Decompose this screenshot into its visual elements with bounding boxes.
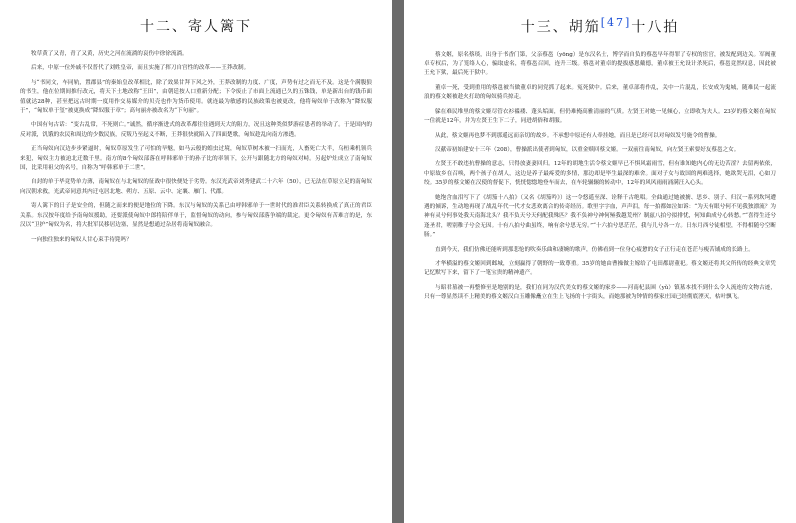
paragraph: 后来，中原一位外戚不仅普代了刘姓皇帝，而且实施了挥刀自宫性的改革——王莽改制。: [31, 65, 250, 72]
paragraph: 与昭君墓被一再整修至是地别的是，我们在同为汉代美女的蔡文姬的家乡——河南杞县圉（yǔ）镇墓本找不到什么令人流连的文物古迹，只有一尊显然读不上精美的蔡文姬汉白玉雕像矗立在生上飞扬的十字街头，而她那被为钟情的蔡家庄园已经彻底湮灭，枯叶飘飞。: [424, 284, 776, 301]
paragraph: 与“书同文，车同轨，置郡县”的秦始皇改革相比，除了效果甘拜下风之外，王莽改制的力度、广度，声势有过之而无不及。这是个满腹狼的书生，他在位期间推行改元，将天下土地改称“王田”，由朝廷按人口重新分配；下令废止了市面上流通已久的五铢钱，单是新出台的钱币面值就达28种，甚至把远古时期一度用作交易媒介的贝壳也作为货币使用。就连最为敏感的民族政策也被更改，他将匈奴单于改称为“降奴服于”，“匈奴单于玺”被更换成“降奴服于章”；高句丽亦被改名为“下句丽”。: [20, 79, 372, 115]
paragraph: 汉献帝初始建安十三年（208），曹操派出使者到匈奴，以重金赎回蔡文姬。一双前往南匈奴，向左贤王索要好友蔡邕之女。: [435, 146, 740, 153]
paragraph: 牧草黄了又青，青了又黄，历史之河在流淌的哀伤中徐徐流淌。: [31, 51, 188, 57]
chapter-title-right: [424, 16, 776, 37]
paragraph: 正当匈奴向汉边步步紧逼时，匈奴草原发生了可怕的旱魃，如马云般的蝗虫过境，匈奴草树木被一扫而光，人畜死亡大半，乌桓乘机领兵来犯，匈奴主力被迫北迁数千里。南方的8个匈奴部落在呼韩邪单于的孙子比的率领下，公开与跟随北方的匈奴对峙。另起炉灶成立了南匈奴国，比采用祖父的名号，自称为“呼韩邪单于二世”。: [20, 146, 372, 172]
left-page: [0, 0, 392, 523]
paragraph: 躲在难民堆里的蔡文姬尽管衣衫褴褛、蓬头垢面，但仍难掩高雅清丽的气质。左贤王对她一见倾心，立即收为夫人。23岁的蔡文姬在匈奴一住就是12年，并为左贤王生下二子，同进胡俗和胡服。: [424, 108, 776, 125]
paragraph: 她饱含血泪写下了《胡笳十八拍》（又名《胡笳吟》）这一令悠遥至深、诠释千古绝唱。全曲通过她被掳、思乡、别子、归汉一系列坎坷遭遇的倾诉，生动地再现了战乱年代一代才女悲欢离合的传奇经历。歌里字字血，声声泪，每一拍都如泣如诉：“为天有眼兮何不见我独漂流？为神有灵兮何事处我天南海北头？我不负天兮天何配我殊匹？我不负神兮神何殛我越荒州？制兹八拍兮拟排忧，何知曲成兮心转愁。”“喜得生还兮逢圣君，嗟别稚子兮会无因。十有八拍兮曲虽终，响有余兮思无穷。”“十六拍兮思茫茫，我与儿兮各一方。日东月西兮徒相望，不得相随兮空断肠。”: [424, 194, 776, 239]
chapter-title-tail: 十八拍: [631, 19, 680, 36]
chapter-title-left: 十二、寄人篱下: [140, 19, 252, 35]
paragraph: 从此，蔡文姬再也梦不到那遥远而亲切的故乡。不承想中原还有人牵挂她，而且是已经可以对匈奴发号施令的曹操。: [435, 132, 721, 139]
chapter-title-main: 十三、胡笳: [520, 19, 601, 36]
paragraph: 董卓一死，受到重用的蔡邕被当做董卓的同党抓了起来。冤死狱中。后来，董卓部将作乱，关中一片混乱，长安成为鬼城，随难民一起流浪的蔡文姬被趁火打劫的匈奴骑兵掠走。: [424, 84, 776, 101]
paragraph: 才华横溢的蔡文姬回到邺城，立刻赢得了朝野的一致尊重。35岁的她由曹操做主嫁给了屯田都尉董祀。蔡文姬还将其父所传的经典文章凭记忆默写下来，留下了一笔宝贵的精神遗产。: [424, 260, 776, 277]
paragraph: 中国有句古话：“变古乱常，不死则亡。”诚然，循序渐进式的改革都往往遇到天大的阻力，况且这种类似梦游症患者的举动了。于是国内的反对派，饥饿的农民和周边的少数民族，反叛乃至起义不断，王莽很快就陷入了四面楚歌，匈奴趁乱向南方渗透。: [20, 122, 372, 138]
paragraph: 直到今天，我们仿佛还能听到那悲怆的吹奏乐曲和凄婉的歌声，仿佛看到一位身心疲惫的女子正行走在苍茫与瘦苦铺成的长路上。: [435, 246, 754, 253]
paragraph: 寄人篱下的日子是安全的，但随之而来的便是地位的下降。东汉与匈奴的关系已由呼韩邪单于一世时代的准君臣关系转换成了真正的君臣关系。东汉按年度给予南匈奴援助，还要派使匈奴中郎将陪伴单于，监督匈奴的动向，参与匈奴部落争端的裁定。更令匈奴有苦难言的是，东汉以“卫护”匈奴为名，将大批军民移居边塞，显然是想通过杂居将南匈奴融合。: [20, 203, 372, 229]
page-gutter: [392, 0, 404, 523]
paragraph: 自封的单于毕竟势单力薄，南匈奴在与北匈奴的征战中很快便处于劣势。东汉光武帝刘秀建武二十六年（50），已无法在草原立足的南匈奴向汉朝求救，光武帝同意其内迁屯居北地、朔方、五原、云中、定襄、雁门、代郡。: [20, 179, 372, 195]
footnote-link[interactable]: [47]: [600, 16, 632, 29]
paragraph: 一向独往独来的匈奴人甘心束手待毙吗？: [31, 236, 132, 243]
paragraph: 左贤王不敢违抗曹操的意志，只得放妻妻回归。12年的胡地生活令蔡文姬早已不惧风霜雨雪，但有谁知她内心的无边苦涩？去留两依依，中原故乡在召唤，两个孩子在胡人，这边是养子最疼爱的多情，那边却是毕生最深的难舍。面对子女与故国的两难选择，她欲哭无泪，心如刀绞。35岁的蔡文姬在汉使的督促下，恍恍惚惚地登车而去，在车轮辗辗的转动中，12年的风风雨雨涌满汪入心头。: [424, 161, 776, 187]
right-page-body: [424, 51, 776, 303]
left-page-body: [20, 50, 372, 245]
paragraph: 蔡文姬，原名蔡琰，出身于书香门第，父亲蔡邕（yōng）是东汉名士，博学而自负的蔡邕早年得罪了专权的宦官，被发配到边关。军阀董卓专权后，为了笼络人心，骗取虚名，将蔡邕召回，连升三级。蔡邕对董卓的提拔感恩戴德，董卓被王允设计杀死后，蔡邕竟然叹息，因此被王允下狱，最后死于狱中。: [424, 51, 776, 77]
right-page: [404, 0, 796, 523]
